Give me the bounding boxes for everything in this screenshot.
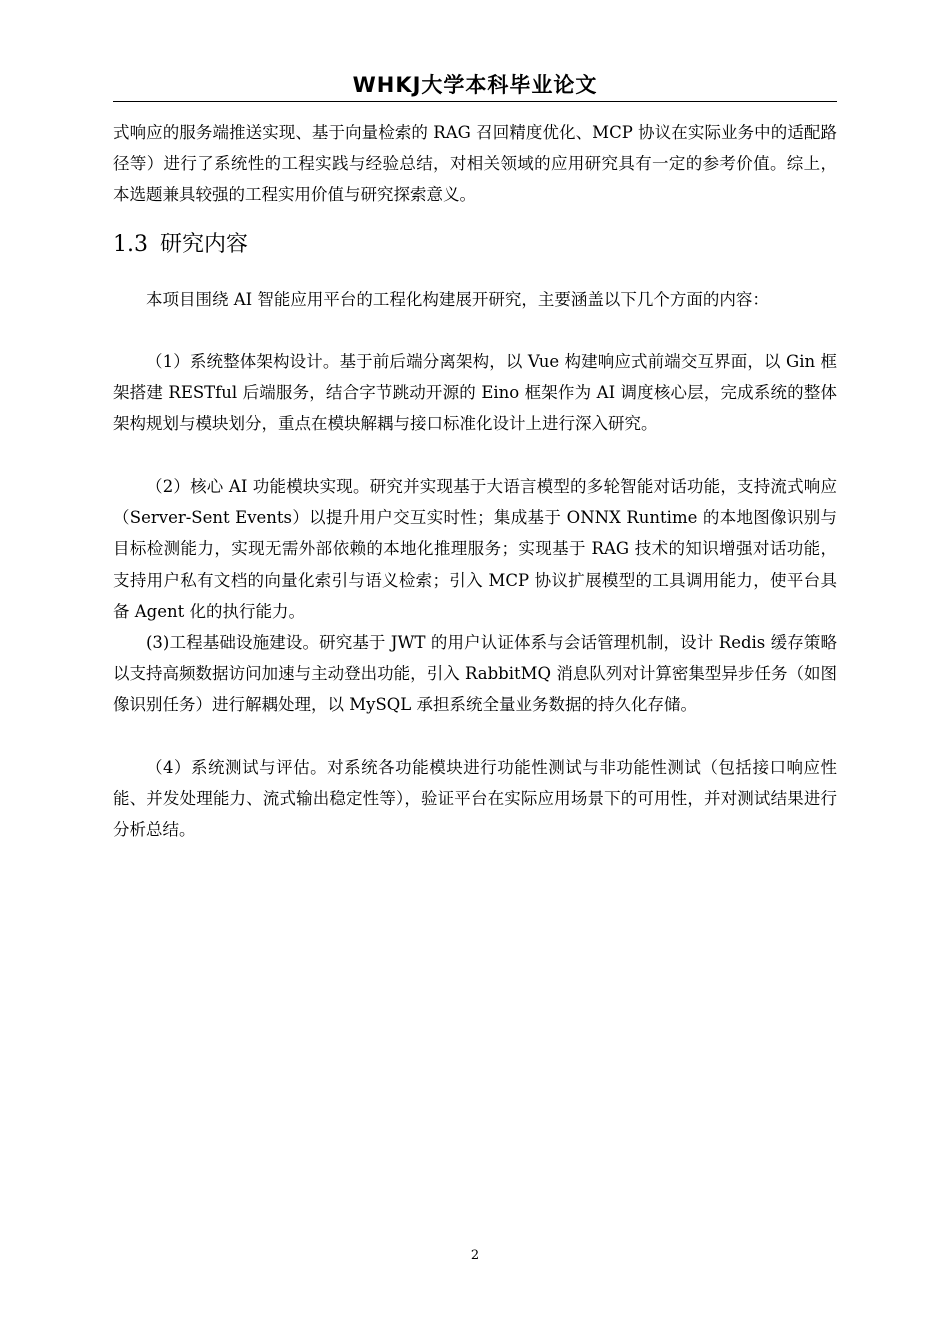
header-rule bbox=[113, 101, 837, 102]
section-title: 研究内容 bbox=[160, 232, 249, 257]
research-item-4: （4）系统测试与评估。对系统各功能模块进行功能性测试与非功能性测试（包括接口响应性能、并发处理能力、流式输出稳定性等），验证平台在实际应用场景下的可用性，并对测试结果进行分析总结。 bbox=[113, 758, 837, 840]
section-intro-paragraph: 本项目围绕 AI 智能应用平台的工程化构建展开研究，主要涵盖以下几个方面的内容： bbox=[146, 290, 769, 309]
section-number: 1.3 bbox=[113, 232, 148, 257]
continued-paragraph: 式响应的服务端推送实现、基于向量检索的 RAG 召回精度优化、MCP 协议在实际业务中的适配路径等）进行了系统性的工程实践与经验总结，对相关领域的应用研究具有一定的参考价值。综上，本选题兼具较强的工程实用价值与研究探索意义。 bbox=[113, 123, 837, 205]
research-item-1: （1）系统整体架构设计。基于前后端分离架构，以 Vue 构建响应式前端交互界面，以 Gin 框架搭建 RESTful 后端服务，结合字节跳动开源的 Eino 框架作为 AI 调度核心层，完成系统的整体架构规划与模块划分，重点在模块解耦与接口标准化设计上进行深入研究。 bbox=[113, 352, 837, 434]
running-header: WHKJ大学本科毕业论文 bbox=[352, 73, 598, 97]
section-heading bbox=[113, 230, 248, 260]
page-number: 2 bbox=[470, 1248, 480, 1263]
research-item-2: （2）核心 AI 功能模块实现。研究并实现基于大语言模型的多轮智能对话功能，支持流式响应（Server-Sent Events）以提升用户交互实时性；集成基于 ONNX Runtime 的本地图像识别与目标检测能力，实现无需外部依赖的本地化推理服务；实现基于 RAG 技术的知识增强对话功能，支持用户私有文档的向量化索引与语义检索；引入 MCP 协议扩展模型的工具调用能力，使平台具备 Agent 化的执行能力。 bbox=[113, 477, 837, 621]
research-item-3: (3)工程基础设施建设。研究基于 JWT 的用户认证体系与会话管理机制，设计 Redis 缓存策略以支持高频数据访问加速与主动登出功能，引入 RabbitMQ 消息队列对计算密集型异步任务（如图像识别任务）进行解耦处理，以 MySQL 承担系统全量业务数据的持久化存储。 bbox=[113, 633, 837, 715]
